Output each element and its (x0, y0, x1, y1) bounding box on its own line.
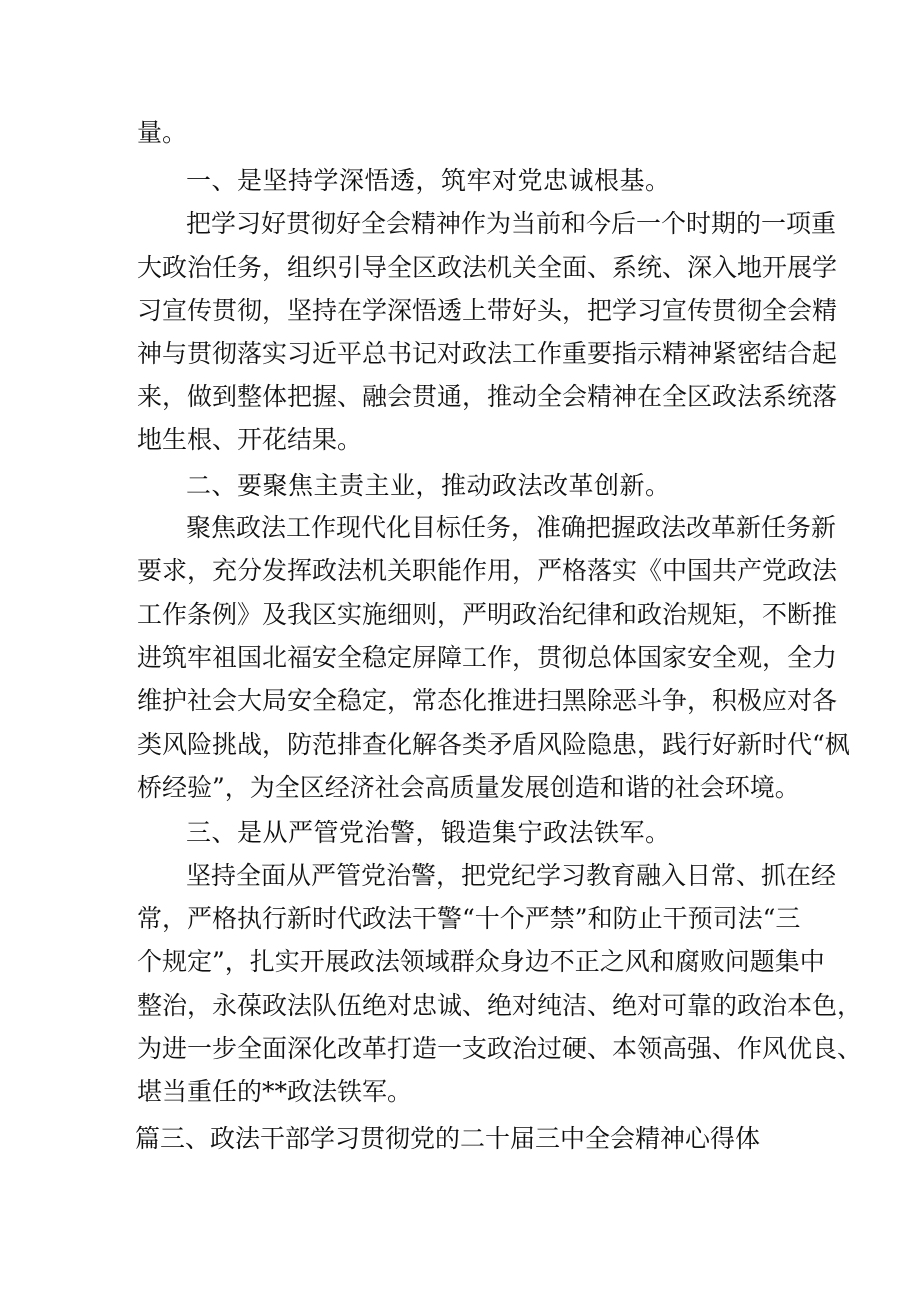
section-2-line-7: 桥经验”，为全区经济社会高质量发展创造和谐的社会环境。 (137, 773, 800, 802)
section-3-line-2: 常，严格执行新时代政法干警“十个严禁”和防止干预司法“三 (137, 904, 801, 933)
section-3-heading: 三、是从严管党治警，锻造集宁政法铁军。 (186, 818, 671, 847)
section-1-line-2: 大政治任务，组织引导全区政法机关全面、系统、深入地开展学 (137, 253, 838, 282)
section-1-line-3: 习宣传贯彻，坚持在学深悟透上带好头，把学习宣传贯彻全会精 (137, 296, 838, 325)
section-1-line-4: 神与贯彻落实习近平总书记对政法工作重要指示精神紧密结合起 (137, 339, 838, 368)
section-3-line-4: 整治，永葆政法队伍绝对忠诚、绝对纯洁、绝对可靠的政治本色， (137, 991, 863, 1020)
section-1-line-5: 来，做到整体把握、融会贯通，推动全会精神在全区政法系统落 (137, 382, 838, 411)
section-3-line-3: 个规定”，扎实开展政法领域群众身边不正之风和腐败问题集中 (137, 947, 825, 976)
section-1-line-1: 把学习好贯彻好全会精神作为当前和今后一个时期的一项重 (186, 209, 837, 238)
section-3-line-5: 为进一步全面深化改革打造一支政治过硬、本领高强、作风优良、 (137, 1034, 863, 1063)
section-2-line-4: 进筑牢祖国北福安全稳定屏障工作，贯彻总体国家安全观，全力 (137, 643, 838, 672)
section-1-line-6: 地生根、开花结果。 (137, 425, 363, 454)
section-1-heading: 一、是坚持学深悟透，筑牢对党忠诚根基。 (186, 166, 671, 195)
section-2-line-2: 要求，充分发挥政法机关职能作用，严格落实《中国共产党政法 (137, 556, 838, 585)
section-2-line-6: 类风险挑战，防范排查化解各类矛盾风险隐患，践行好新时代“枫 (137, 730, 850, 759)
section-2-line-5: 维护社会大局安全稳定，常态化推进扫黑除恶斗争，积极应对各 (137, 686, 838, 715)
section-2-line-3: 工作条例》及我区实施细则，严明政治纪律和政治规矩，不断推 (137, 600, 838, 629)
next-article-title: 篇三、政法干部学习贯彻党的二十届三中全会精神心得体 (135, 1124, 761, 1153)
lead-fragment: 量。 (137, 118, 188, 147)
section-3-line-6: 堪当重任的**政法铁军。 (137, 1077, 413, 1106)
section-2-heading: 二、要聚焦主责主业，推动政法改革创新。 (186, 471, 671, 500)
section-2-line-1: 聚焦政法工作现代化目标任务，准确把握政法改革新任务新 (186, 513, 837, 542)
section-3-line-1: 坚持全面从严管党治警，把党纪学习教育融入日常、抓在经 (186, 861, 837, 890)
